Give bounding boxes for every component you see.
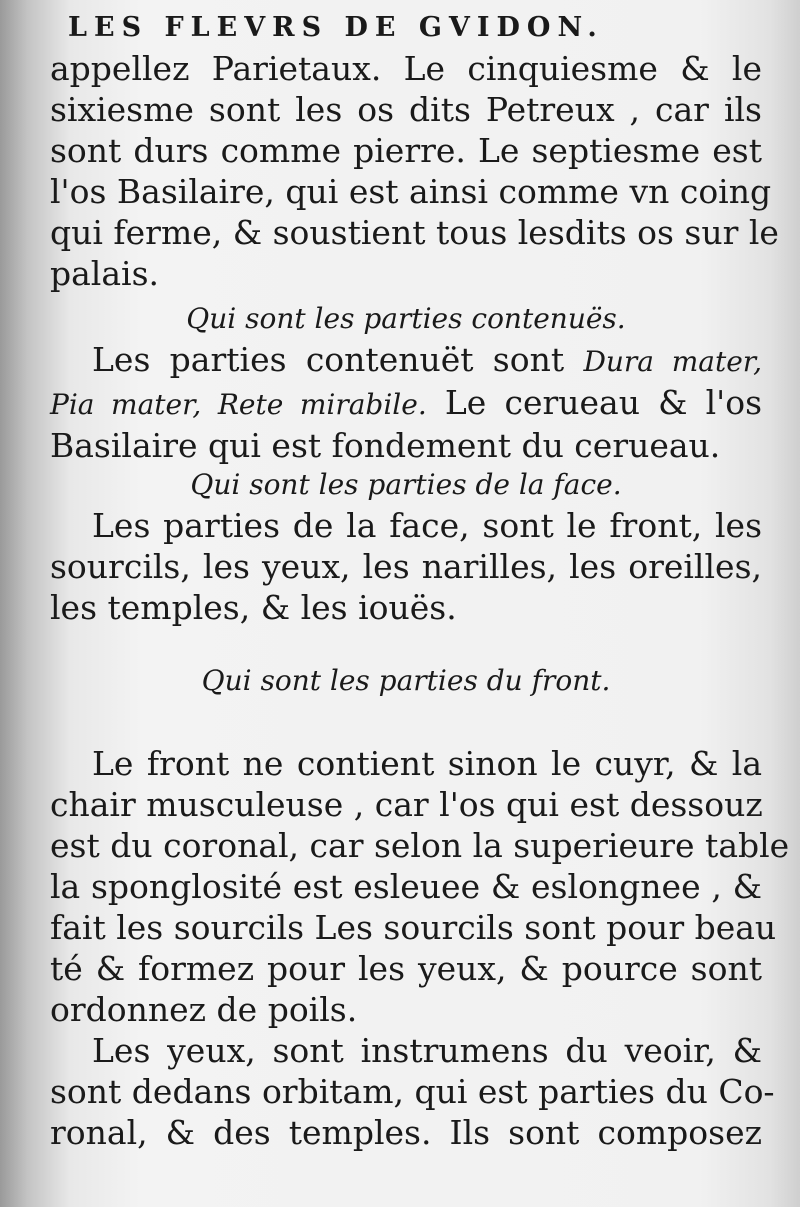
section-contents <box>50 298 762 466</box>
running-head: LES FLEVRS DE GVIDON. <box>68 12 604 43</box>
text-line: est du coronal, car selon la superieure table <box>50 826 790 865</box>
section-face <box>50 464 762 628</box>
text-line: appellez Parietaux. Le cinquiesme & le <box>50 49 762 88</box>
text-line: Les yeux, sont instrumens du veoir, & <box>92 1031 762 1070</box>
section-heading: Qui sont les parties contenuës. <box>186 302 626 335</box>
text-line: Les parties de la face, sont le front, les <box>92 506 762 545</box>
text-line: l'os Basilaire, qui est ainsi comme vn coing <box>50 172 772 211</box>
text-line: té & formez pour les yeux, & pource sont <box>50 949 762 988</box>
text-run: Le cerueau & l'os <box>444 383 763 422</box>
latin-term: Dura mater, <box>583 345 762 378</box>
text-line: qui ferme, & soustient tous lesdits os sur le <box>50 213 779 252</box>
text-run: Les parties contenuët sont <box>92 340 565 379</box>
section-heading: Qui sont les parties du front. <box>201 664 611 697</box>
text-line: Basilaire qui est fondement du cerueau. <box>50 426 721 465</box>
text-line: sourcils, les yeux, les narilles, les oreilles, <box>50 547 762 586</box>
paragraph-front <box>50 743 790 1030</box>
text-line: sont durs comme pierre. Le septiesme est <box>50 131 762 170</box>
text-line: fait les sourcils Les sourcils sont pour beau <box>50 908 777 947</box>
paragraph-eyes <box>50 1030 775 1153</box>
latin-term: Pia mater, Rete mirabile. <box>50 388 427 421</box>
text-line <box>50 382 762 425</box>
section-heading-front <box>50 660 762 701</box>
text-line: sont dedans orbitam, qui est parties du Co- <box>50 1072 775 1111</box>
text-line: Le front ne contient sinon le cuyr, & la <box>92 744 762 783</box>
text-line: palais. <box>50 254 160 293</box>
section-heading: Qui sont les parties de la face. <box>190 468 622 501</box>
text-line: les temples, & les iouës. <box>50 588 457 627</box>
text-line: chair musculeuse , car l'os qui est dessouz <box>50 785 763 824</box>
text-line: sixiesme sont les os dits Petreux , car ils <box>50 90 762 129</box>
text-line: la sponglosité est esleuee & eslongnee , & <box>50 867 762 906</box>
text-line: ordonnez de poils. <box>50 990 358 1029</box>
paragraph-skull-bones <box>50 48 779 294</box>
text-line <box>50 339 762 382</box>
text-line: ronal, & des temples. Ils sont composez <box>50 1113 762 1152</box>
